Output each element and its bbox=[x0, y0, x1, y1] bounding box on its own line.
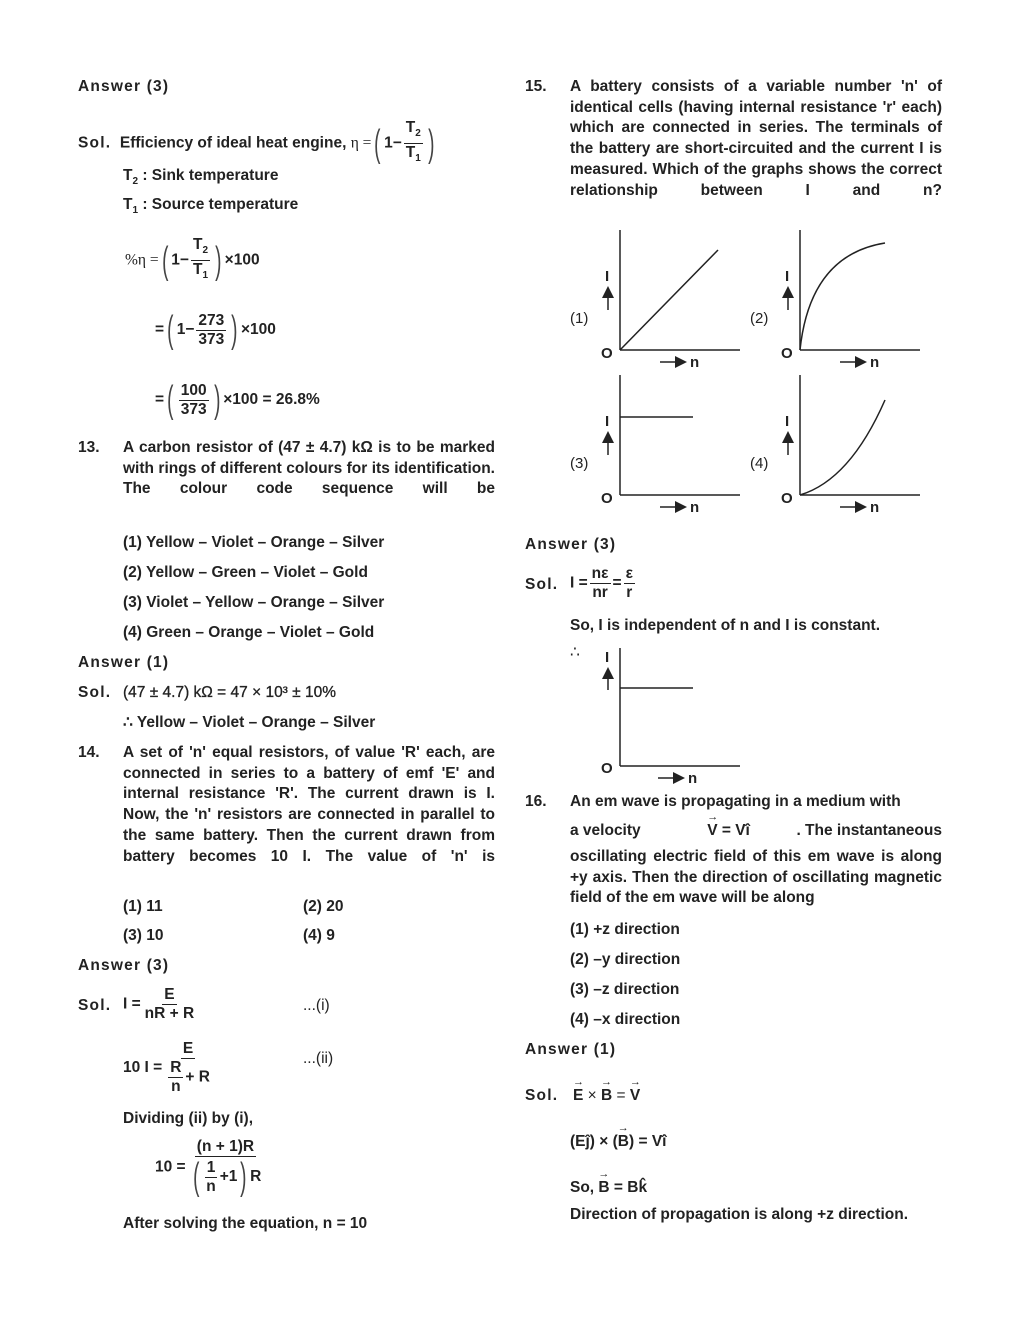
question-number: 13. bbox=[78, 439, 100, 456]
num: 100 bbox=[180, 381, 207, 399]
n: n bbox=[171, 1078, 181, 1095]
x-axis-label: n bbox=[688, 770, 698, 787]
solution-line: (47 ± 4.7) kΩ = 47 × 10³ ± 10% bbox=[123, 684, 336, 701]
source-text: : Source temperature bbox=[142, 196, 299, 213]
question-text-c: oscillating electric field of this em wave is along +y axis. Then the direction of oscillating magnetic field of the em wave will be along bbox=[570, 848, 942, 907]
sol-label: Sol. bbox=[78, 684, 112, 701]
origin-label: O bbox=[781, 490, 793, 507]
b: → B bbox=[618, 1132, 629, 1152]
answer-graph bbox=[590, 640, 750, 790]
lhs: I = bbox=[570, 574, 588, 592]
equation-tag: ...(i) bbox=[303, 997, 330, 1014]
x-axis-label: n bbox=[870, 499, 880, 516]
num: (n + 1)R bbox=[196, 1138, 255, 1155]
option: (2) Yellow – Green – Violet – Gold bbox=[123, 564, 368, 581]
solution-conclusion: After solving the equation, n = 10 bbox=[123, 1215, 368, 1232]
s: 2 bbox=[415, 128, 421, 140]
curve-linear bbox=[620, 250, 718, 350]
r: R bbox=[170, 1059, 182, 1076]
e: → E bbox=[573, 1086, 583, 1106]
definition-source: $T_1$ : Source temperature bbox=[123, 196, 299, 217]
option-graphs bbox=[560, 225, 960, 525]
x-axis-label: n bbox=[870, 354, 880, 371]
den: nr bbox=[592, 584, 608, 601]
one: 1− bbox=[384, 134, 402, 152]
question-number: 14. bbox=[78, 744, 100, 761]
answer-label: Answer (3) bbox=[78, 78, 170, 95]
den: 373 bbox=[180, 400, 207, 418]
question-number: 15. bbox=[525, 78, 547, 95]
answer-label: Answer (3) bbox=[78, 957, 170, 974]
t: T bbox=[405, 144, 416, 162]
one: 1− bbox=[171, 251, 189, 269]
x-axis-label: n bbox=[690, 499, 700, 516]
result: ×100 = 26.8% bbox=[223, 391, 320, 409]
solution-line-3 bbox=[570, 1178, 647, 1198]
t: = Bk̂ bbox=[609, 1179, 648, 1196]
eq: = bbox=[612, 574, 622, 592]
num: nε bbox=[591, 565, 609, 582]
velocity: → V = Vî bbox=[707, 821, 750, 841]
answer-label: Answer (3) bbox=[525, 536, 617, 553]
graph-option-4 bbox=[750, 375, 920, 516]
option: (1) Yellow – Violet – Orange – Silver bbox=[123, 534, 385, 551]
equation-1 bbox=[123, 986, 198, 1023]
option: (3) 10 bbox=[123, 927, 164, 944]
curve-saturating bbox=[800, 243, 885, 350]
solution-conclusion: So, I is independent of n and I is constant. bbox=[570, 617, 881, 634]
t: a velocity bbox=[570, 822, 641, 839]
s: 1 bbox=[415, 153, 421, 165]
option: (4) –x direction bbox=[570, 1011, 681, 1028]
therefore-symbol: ∴ bbox=[570, 644, 580, 661]
solution-line-2 bbox=[570, 1132, 666, 1152]
den: r bbox=[626, 584, 633, 601]
y-axis-label: I bbox=[605, 413, 610, 430]
dividing-text: Dividing (ii) by (i), bbox=[123, 1110, 254, 1127]
v: → V bbox=[630, 1086, 640, 1106]
question-number: 16. bbox=[525, 793, 547, 810]
option: (3) –z direction bbox=[570, 981, 680, 998]
times: ×100 bbox=[240, 321, 276, 339]
b: → B bbox=[601, 1086, 612, 1106]
t: (Eĵ) × ( bbox=[570, 1133, 618, 1150]
equation-2 bbox=[123, 1040, 214, 1096]
solution-equation bbox=[570, 565, 637, 602]
graph-label: (3) bbox=[570, 455, 589, 472]
eq: = bbox=[155, 391, 165, 409]
question-text-a: An em wave is propagating in a medium with bbox=[570, 793, 901, 810]
graph-option-2 bbox=[750, 230, 920, 371]
question-text: A battery consists of a variable number 'n' of identical cells (having internal resistance 'r' each) which are connected in series. The terminals of the battery are short-circuited and the current I is measured. Which of the graphs shows the correct relationship between I and n? bbox=[570, 78, 942, 199]
graph-option-3 bbox=[570, 375, 740, 516]
lhs: 10 I = bbox=[123, 1059, 163, 1077]
plus: + R bbox=[185, 1068, 210, 1086]
option: (4) Green – Orange – Violet – Gold bbox=[123, 624, 375, 641]
y-axis-label: I bbox=[785, 268, 790, 285]
t: . The instantaneous bbox=[796, 822, 942, 839]
t: T bbox=[405, 119, 416, 136]
sol-label: Sol. bbox=[525, 576, 559, 593]
sol-label: Sol. bbox=[78, 997, 112, 1014]
option: (2) –y direction bbox=[570, 951, 681, 968]
sol-label: Sol. bbox=[525, 1087, 559, 1104]
origin-label: O bbox=[601, 760, 613, 777]
equation-step2: =( 1− $\frac{273}{373}$ ) ×100 bbox=[155, 309, 276, 351]
eta: η = bbox=[350, 134, 372, 152]
y-axis-label: I bbox=[605, 268, 610, 285]
solution-line: Sol. Efficiency of ideal heat engine, η =( 1− $\frac{T_2}{T_1}$ ) bbox=[78, 119, 435, 165]
eq: = bbox=[155, 321, 165, 339]
equation-step3: =( $\frac{100}{373}$ ) ×100 = 26.8% bbox=[155, 379, 320, 421]
den: 373 bbox=[198, 330, 225, 348]
n: n bbox=[206, 1177, 216, 1195]
x: × bbox=[587, 1087, 597, 1104]
x-axis-label: n bbox=[690, 354, 700, 371]
sol-text: Efficiency of ideal heat engine, bbox=[119, 134, 347, 152]
equation-3: 10 = (n + 1)R ( $\frac{1}{n}$ +1) R bbox=[155, 1138, 262, 1198]
num: E bbox=[164, 986, 175, 1003]
lhs: 10 = bbox=[155, 1158, 186, 1176]
solution-conclusion: ∴ Yellow – Violet – Orange – Silver bbox=[123, 714, 376, 731]
option: (3) Violet – Yellow – Orange – Silver bbox=[123, 594, 385, 611]
question-text: A set of 'n' equal resistors, of value 'R' each, are connected in series to a battery of emf 'E' and internal resistance 'R'. The current drawn is I. Now, the 'n' resistors are connected in parallel to the same battery. Then the current drawn from battery becomes 10 I. The value of 'n' is bbox=[123, 744, 495, 865]
answer-label: Answer (1) bbox=[525, 1041, 617, 1058]
solution-conclusion: Direction of propagation is along +z direction. bbox=[570, 1206, 909, 1223]
t: So, bbox=[570, 1179, 599, 1196]
plus1: +1 bbox=[219, 1168, 238, 1186]
sol-label: Sol. bbox=[78, 134, 112, 152]
definition-sink: $T_2$ : Sink temperature bbox=[123, 167, 279, 188]
b: → B bbox=[598, 1178, 609, 1198]
graph-option-1 bbox=[570, 230, 740, 371]
question-text-b bbox=[570, 821, 942, 841]
answer-label: Answer (1) bbox=[78, 654, 170, 671]
num: ε bbox=[625, 565, 633, 582]
one: 1 bbox=[206, 1158, 216, 1176]
y-axis-label: I bbox=[785, 413, 790, 430]
eq: = bbox=[616, 1087, 626, 1104]
equation-tag: ...(ii) bbox=[303, 1050, 334, 1067]
origin-label: O bbox=[601, 345, 613, 362]
den: nR + R bbox=[144, 1005, 195, 1022]
option: (4) 9 bbox=[303, 927, 335, 944]
origin-label: O bbox=[781, 345, 793, 362]
solution-line-1 bbox=[573, 1086, 640, 1106]
num: E bbox=[182, 1040, 194, 1057]
sink-text: : Sink temperature bbox=[142, 167, 279, 184]
times: ×100 bbox=[224, 251, 260, 269]
lhs: I = bbox=[123, 995, 141, 1013]
equation-step1: %η =( 1− $\frac{T_2}{T_1}$ ) ×100 bbox=[125, 236, 260, 282]
curve-exponential bbox=[800, 400, 885, 495]
graph-label: (2) bbox=[750, 310, 769, 327]
num: 273 bbox=[198, 311, 225, 329]
r: R bbox=[250, 1168, 262, 1186]
t: ) = Vî bbox=[629, 1133, 667, 1150]
option: (1) +z direction bbox=[570, 921, 680, 938]
question-text: A carbon resistor of (47 ± 4.7) kΩ is to be marked with rings of different colours for its identification. The colour code sequence will be bbox=[123, 439, 495, 498]
y-axis-label: I bbox=[605, 649, 610, 666]
one: 1− bbox=[176, 321, 195, 339]
option: (1) 11 bbox=[123, 898, 163, 915]
option: (2) 20 bbox=[303, 898, 344, 915]
graph-label: (1) bbox=[570, 310, 589, 327]
lhs: %η = bbox=[125, 251, 159, 269]
graph-label: (4) bbox=[750, 455, 769, 472]
origin-label: O bbox=[601, 490, 613, 507]
